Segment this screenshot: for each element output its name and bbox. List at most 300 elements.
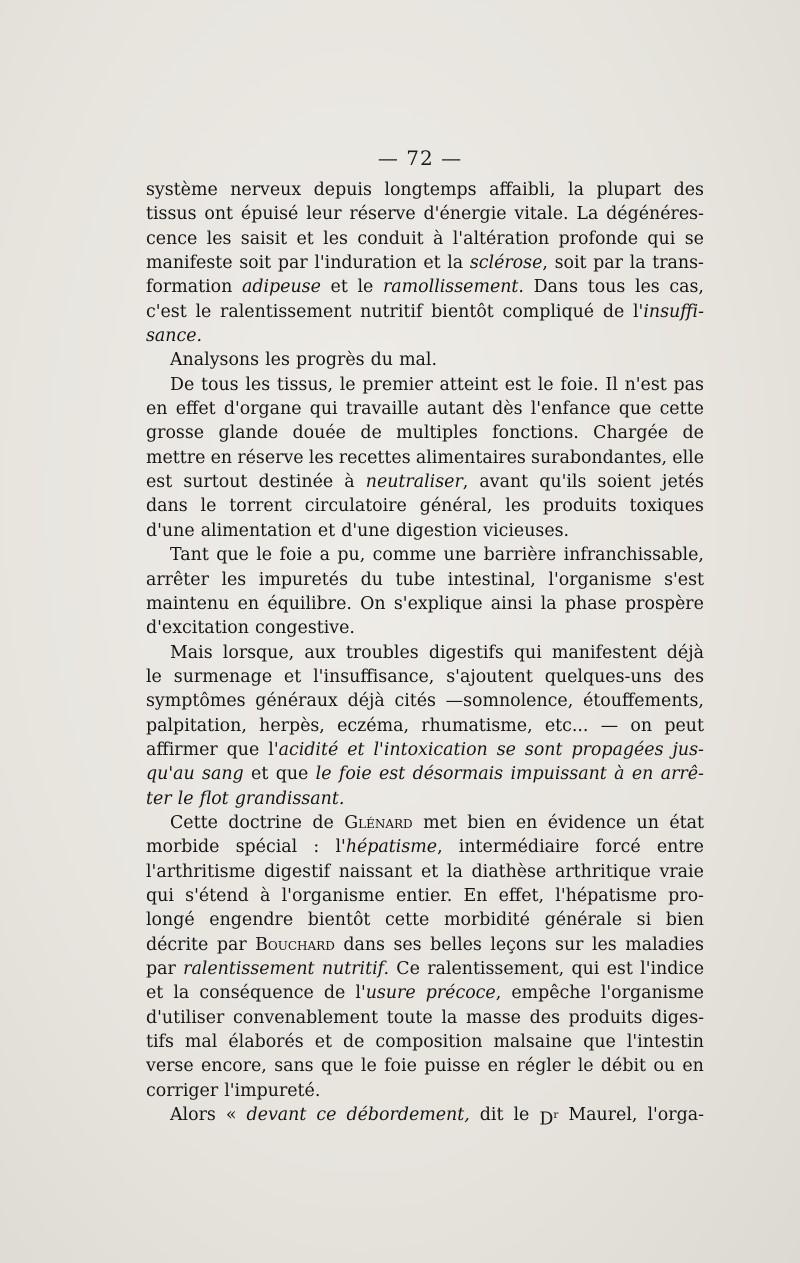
word (640, 957, 704, 981)
text-run: eczéma, (337, 715, 409, 736)
text-run: les (221, 569, 247, 590)
text-run: sclérose (469, 253, 543, 274)
text-run: les (634, 277, 660, 298)
text-run: diathèse (471, 861, 547, 882)
text-run: digestion (395, 520, 478, 541)
text-run: : (313, 837, 320, 858)
text-run: cette (385, 910, 430, 931)
word (429, 641, 504, 665)
word (146, 762, 195, 786)
text-run: précoce (425, 983, 496, 1004)
word (241, 227, 287, 251)
word (276, 762, 309, 786)
text-run: qui (647, 228, 676, 249)
text-run: surtout (183, 472, 248, 493)
text-run: D (539, 1109, 554, 1130)
word (314, 251, 416, 275)
word (199, 981, 313, 1005)
text-run: ainsi (490, 593, 533, 614)
word (331, 275, 348, 299)
word (555, 860, 651, 884)
text-run: effet, (498, 885, 545, 906)
word (514, 641, 542, 665)
text-run: jus- (672, 739, 704, 760)
word (588, 275, 626, 299)
word (664, 568, 704, 592)
word (647, 227, 675, 251)
word (344, 811, 412, 835)
text-line (146, 324, 704, 348)
text-run: et (296, 228, 314, 249)
word (674, 665, 704, 689)
text-run: ont (204, 204, 234, 225)
text-run: épuisé (240, 204, 299, 225)
text-run: foie (338, 764, 372, 785)
text-run: produits (568, 1007, 643, 1028)
word (667, 641, 704, 665)
text-run: l'intestin (626, 1032, 704, 1053)
text-line (146, 908, 704, 932)
word (593, 421, 668, 445)
word (525, 738, 563, 762)
text-run: Glénard (344, 812, 413, 833)
text-line (146, 665, 704, 689)
text-run: qui (146, 885, 174, 906)
word (685, 227, 704, 251)
text-run: longtemps (384, 180, 477, 200)
text-run: herpès, (259, 715, 325, 736)
word (337, 714, 409, 738)
text-run: En (463, 885, 488, 906)
word (146, 494, 188, 518)
text-run: progrès (295, 350, 365, 371)
text-run: la (629, 253, 646, 274)
text-run: sans (274, 1056, 314, 1077)
word (384, 1054, 417, 1078)
word (251, 762, 268, 786)
text-run: l'enfance (530, 399, 611, 420)
text-run: le (315, 764, 332, 785)
word (173, 981, 189, 1005)
word (669, 811, 704, 835)
word (347, 738, 364, 762)
text-run: et (317, 520, 336, 541)
text-run: diges- (651, 1007, 704, 1028)
word (601, 1054, 646, 1078)
text-run: manifeste (146, 253, 233, 274)
word (146, 689, 246, 713)
word (260, 884, 270, 908)
word (259, 568, 348, 592)
word (373, 738, 487, 762)
text-line (146, 957, 704, 981)
word (516, 1054, 570, 1078)
word (444, 908, 530, 932)
text-run: pro- (668, 885, 704, 906)
text-run: en (682, 1056, 704, 1077)
text-run: d'organe (223, 399, 302, 420)
word (601, 981, 704, 1005)
text-run: élaborés (228, 1032, 304, 1053)
text-run: de (323, 983, 346, 1004)
word (146, 1054, 194, 1078)
text-run: d'une (146, 520, 195, 541)
word (672, 446, 704, 470)
text-run: que (275, 764, 309, 785)
text-run: compliqué (502, 301, 595, 322)
text-run: vicieuses. (483, 520, 570, 541)
word (357, 227, 423, 251)
word (446, 689, 574, 713)
text-run: flot (199, 788, 229, 809)
text-run: l' (355, 983, 366, 1004)
word (427, 957, 564, 981)
word (660, 860, 704, 884)
word (238, 592, 260, 616)
text-run: formation (146, 277, 233, 298)
word (146, 592, 229, 616)
word (146, 1079, 218, 1103)
text-run: Cette (170, 812, 218, 833)
text-run: que (216, 545, 249, 566)
text-run: à (433, 228, 444, 249)
text-run: de (602, 301, 625, 322)
text-run: réserve (349, 204, 416, 225)
text-run: multiples (396, 423, 478, 444)
text-run: s'est (664, 569, 704, 590)
word (493, 1030, 572, 1054)
word (228, 811, 302, 835)
word (430, 933, 482, 957)
text-run: premier (362, 374, 433, 395)
word (146, 957, 176, 981)
word (413, 762, 503, 786)
word (516, 811, 538, 835)
word (446, 665, 533, 689)
text-run: que (618, 399, 652, 420)
word (630, 251, 646, 275)
text-run: à (344, 472, 355, 493)
word (316, 762, 332, 786)
word (211, 446, 233, 470)
word (427, 397, 484, 421)
text-run: tous (587, 277, 626, 298)
text-run: et (330, 277, 348, 298)
text-line (146, 981, 704, 1005)
word (625, 933, 704, 957)
word (146, 908, 195, 932)
word (146, 1006, 224, 1030)
text-run: a (319, 545, 330, 566)
word (255, 689, 338, 713)
text-run: l'orga- (647, 1105, 704, 1126)
text-run: lorsque, (222, 642, 295, 663)
text-run: toute (386, 1007, 433, 1028)
text-run: spécial (235, 837, 298, 858)
text-line (146, 1103, 704, 1130)
text-run: Mais (170, 642, 213, 663)
text-run: troubles (345, 642, 419, 663)
word (555, 251, 587, 275)
text-run: du (360, 569, 383, 590)
text-line (146, 421, 704, 445)
word (630, 494, 704, 518)
text-run: qui (309, 399, 338, 420)
word (255, 616, 355, 640)
word (583, 689, 704, 713)
text-run: en (237, 593, 260, 614)
text-line (146, 373, 704, 397)
text-run: d'une (341, 520, 390, 541)
text-run: travaille (345, 399, 419, 420)
word (637, 908, 652, 932)
word (601, 714, 618, 738)
word (361, 1054, 377, 1078)
text-run: équilibre. (267, 593, 352, 614)
text-run: qui (513, 642, 542, 663)
text-run: forcé (595, 837, 641, 858)
text-run: dans (146, 496, 188, 517)
word (433, 227, 443, 251)
word (538, 373, 554, 397)
text-run: étouffements, (582, 691, 704, 712)
word (174, 665, 272, 689)
word (259, 714, 325, 738)
word (335, 835, 442, 859)
text-run: de (682, 423, 704, 444)
text-run: ralentissement (183, 959, 315, 979)
text-run: devant (246, 1105, 307, 1126)
word (394, 592, 483, 616)
text-line (146, 811, 704, 835)
word (241, 202, 298, 226)
word (146, 1030, 174, 1054)
word (420, 494, 493, 518)
word (146, 227, 197, 251)
word (366, 470, 469, 494)
text-run: Ce (396, 959, 420, 979)
text-run: On (360, 593, 386, 614)
word (170, 348, 259, 372)
word (424, 1054, 480, 1078)
text-run: la (447, 253, 464, 274)
text-run: le (339, 374, 356, 395)
word (605, 373, 617, 397)
text-run: qui (571, 959, 600, 979)
word (571, 738, 663, 762)
text-run: les (591, 934, 617, 955)
text-run: l'organisme (548, 569, 652, 590)
word (548, 568, 651, 592)
word (379, 762, 405, 786)
text-run: maintenu (146, 593, 230, 614)
text-run: de (360, 423, 382, 444)
word (447, 860, 463, 884)
word (227, 738, 260, 762)
word (230, 178, 301, 202)
word (146, 981, 163, 1005)
text-run: convenablement (233, 1007, 379, 1028)
text-run: , (542, 253, 548, 274)
word (357, 275, 373, 299)
text-run: le (177, 788, 194, 809)
word (505, 373, 531, 397)
text-run: produits (542, 496, 617, 517)
text-run: le (537, 374, 554, 395)
text-run: de (342, 1032, 365, 1053)
word (340, 373, 356, 397)
text-run: Tant (170, 545, 209, 566)
text-run: s'étend (185, 885, 249, 906)
word (387, 1006, 433, 1030)
text-run: glande (218, 423, 279, 444)
word (555, 933, 583, 957)
text-run: débit (600, 1056, 647, 1077)
word (220, 300, 351, 324)
text-line (146, 1006, 704, 1030)
text-run: cette (659, 399, 704, 420)
text-run: l'altération (452, 228, 550, 249)
word (226, 1103, 237, 1127)
word (267, 592, 352, 616)
word (146, 251, 233, 275)
text-line (146, 1030, 704, 1054)
text-line (146, 446, 704, 470)
text-run: pu, (337, 545, 366, 566)
word (441, 1006, 457, 1030)
text-run: De (170, 374, 195, 395)
text-run: ramollissement. (382, 277, 524, 298)
text-run: générale (544, 910, 623, 931)
text-run: impuissant (510, 764, 607, 785)
word (635, 275, 660, 299)
word (421, 714, 532, 738)
word (625, 373, 667, 397)
text-run: réserve (237, 447, 304, 468)
text-run: foie (279, 545, 313, 566)
word (247, 1103, 307, 1127)
word (305, 494, 407, 518)
text-run: que (583, 1032, 616, 1053)
word (284, 665, 301, 689)
word (313, 665, 434, 689)
word (674, 178, 704, 202)
word (491, 592, 533, 616)
word (320, 543, 330, 567)
text-run: met (423, 812, 457, 833)
text-run: mal (184, 1032, 218, 1053)
text-run: bien (467, 812, 506, 833)
word (534, 275, 578, 299)
word (578, 1054, 594, 1078)
word (200, 787, 229, 811)
text-run: le (195, 301, 212, 322)
text-run: régler (516, 1056, 571, 1077)
word (236, 835, 298, 859)
word (416, 446, 526, 470)
text-run: entier. (395, 885, 453, 906)
word (277, 373, 333, 397)
word (202, 762, 244, 786)
text-run: cités (394, 691, 436, 712)
text-run: l'organisme (600, 983, 704, 1004)
word (313, 835, 319, 859)
text-run: digestifs (428, 642, 504, 663)
word (510, 762, 606, 786)
text-line (146, 300, 704, 324)
text-run: d'énergie (423, 204, 507, 225)
text-run: — (600, 715, 619, 736)
text-run: et (251, 764, 269, 785)
word (146, 202, 197, 226)
word (598, 470, 651, 494)
word (488, 1054, 510, 1078)
text-run: et (314, 1032, 332, 1053)
text-run: ses (393, 934, 422, 955)
word (235, 787, 345, 811)
text-run: Chargée (593, 423, 669, 444)
text-run: une (443, 545, 477, 566)
text-run: l'impureté. (224, 1080, 321, 1101)
text-run: destinée (258, 472, 334, 493)
text-run: mettre (146, 447, 206, 468)
text-run: se (684, 228, 704, 249)
text-run: la (568, 180, 584, 200)
text-run: dégénéres- (606, 204, 704, 225)
word (564, 543, 704, 567)
text-run: foie. (560, 374, 599, 395)
word (178, 787, 194, 811)
text-run: Il (605, 374, 618, 395)
text-run: dans (343, 934, 385, 955)
text-run: , (462, 472, 469, 493)
word (185, 1030, 217, 1054)
word (545, 665, 662, 689)
text-run: autant (426, 399, 484, 420)
text-run: ou (653, 1056, 676, 1077)
word (245, 373, 270, 397)
text-run: ralentissement, (427, 959, 565, 979)
text-run: en (146, 399, 168, 420)
word (440, 373, 498, 397)
text-run: que (226, 739, 260, 760)
word (346, 397, 419, 421)
word (361, 568, 383, 592)
text-run: la (540, 593, 557, 614)
word (201, 519, 312, 543)
word (593, 251, 623, 275)
text-line (146, 568, 704, 592)
text-run: mal. (399, 350, 438, 371)
word (146, 860, 255, 884)
word (183, 957, 314, 981)
word (627, 1030, 704, 1054)
text-run: etc... (544, 715, 589, 736)
text-run: pas (673, 374, 704, 395)
word (571, 957, 599, 981)
word (204, 202, 233, 226)
text-run: palpitation, (146, 715, 247, 736)
text-run: affirmer (146, 739, 218, 760)
word (282, 884, 385, 908)
word (259, 470, 334, 494)
text-run: les (265, 350, 290, 371)
text-run: acidité (278, 739, 339, 760)
text-run: soient (597, 472, 651, 493)
text-run: l'arthritisme (146, 861, 256, 882)
text-run: se (496, 739, 516, 760)
text-line (146, 616, 704, 640)
